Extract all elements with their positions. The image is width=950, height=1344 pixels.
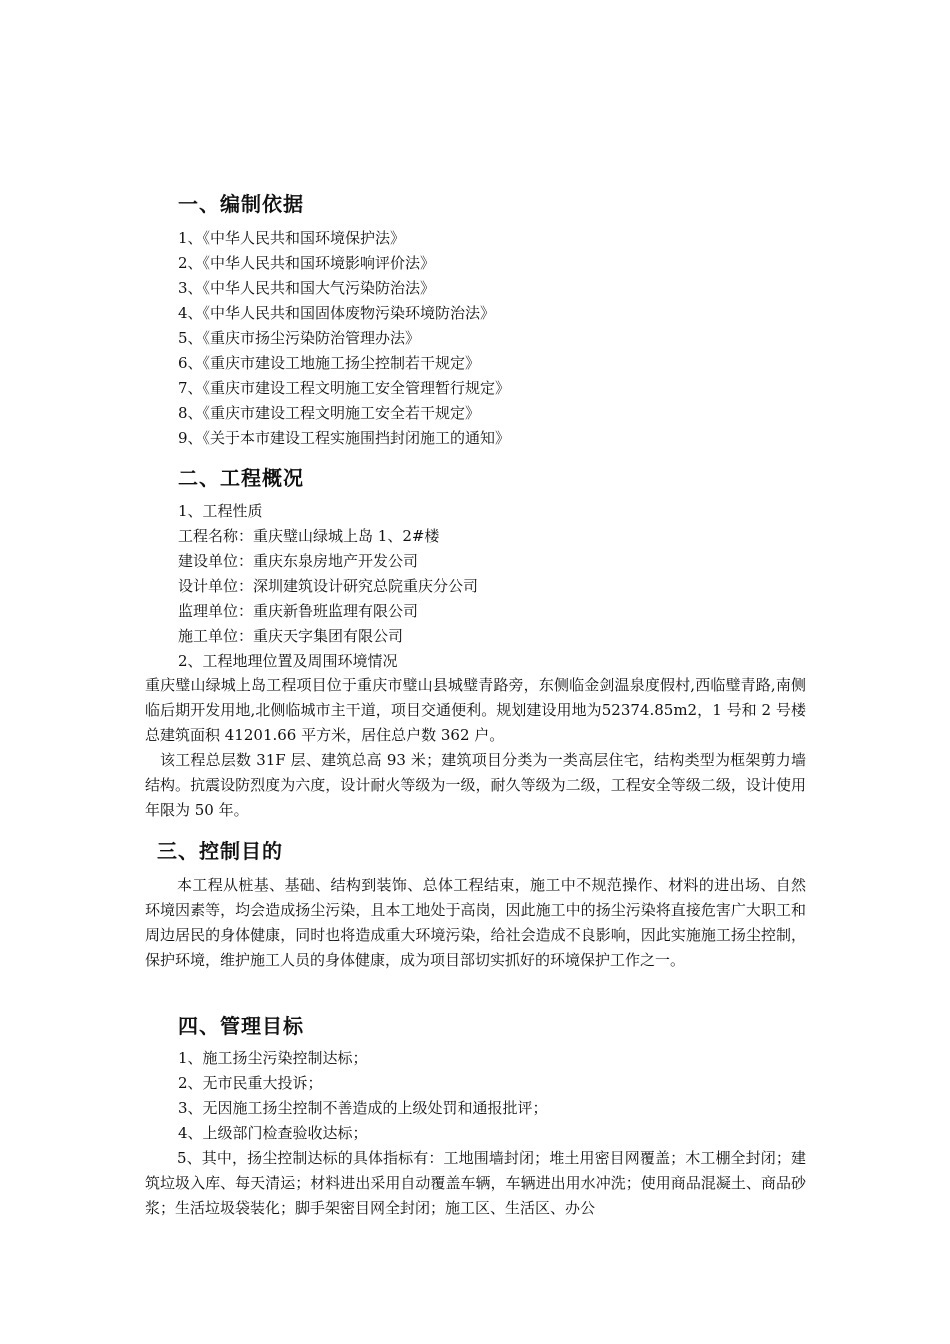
list-item: 2、工程地理位置及周围环境情况 xyxy=(178,652,398,670)
section-heading-basis: 一、编制依据 xyxy=(178,192,304,216)
list-item: 监理单位：重庆新鲁班监理有限公司 xyxy=(178,602,419,620)
indicators-paragraph: 5、其中，扬尘控制达标的具体指标有：工地围墙封闭；堆土用密目网覆盖；木工棚全封闭；建筑垃圾入库、每天清运；材料进出采用自动覆盖车辆，车辆进出用水冲洗；使用商品混凝土、商品砂浆；生活垃圾袋装化；脚手架密目网全封闭；施工区、生活区、办公 xyxy=(145,1149,806,1217)
list-item: 3、《中华人民共和国大气污染防治法》 xyxy=(178,279,436,297)
list-item: 3、无因施工扬尘控制不善造成的上级处罚和通报批评； xyxy=(178,1099,548,1117)
list-item: 工程名称：重庆璧山绿城上岛 1、2#楼 xyxy=(178,527,440,545)
structure-paragraph: 该工程总层数 31F 层、建筑总高 93 米；建筑项目分类为一类高层住宅，结构类型为框架剪力墙结构。抗震设防烈度为六度，设计耐火等级为一级，耐久等级为二级，工程安全等级二级，设计使用年限为 50 年。 xyxy=(145,751,806,819)
purpose-paragraph: 本工程从桩基、基础、结构到装饰、总体工程结束，施工中不规范操作、材料的进出场、自然环境因素等，均会造成扬尘污染，且本工地处于高岗，因此施工中的扬尘污染将直接危害广大职工和周边居民的身体健康，同时也将造成重大环境污染，给社会造成不良影响，因此实施施工扬尘控制，保护环境，维护施工人员的身体健康，成为项目部切实抓好的环境保护工作之一。 xyxy=(145,876,806,969)
goals-list xyxy=(178,1046,548,1146)
overview-list xyxy=(178,499,478,674)
list-item: 7、《重庆市建设工程文明施工安全管理暂行规定》 xyxy=(178,379,511,397)
list-item: 1、施工扬尘污染控制达标； xyxy=(178,1049,368,1067)
list-item: 5、《重庆市扬尘污染防治管理办法》 xyxy=(178,329,421,347)
section-heading-goals: 四、管理目标 xyxy=(178,1014,304,1038)
list-item: 建设单位：重庆东泉房地产开发公司 xyxy=(178,552,419,570)
list-item: 8、《重庆市建设工程文明施工安全若干规定》 xyxy=(178,404,481,422)
section-heading-overview: 二、工程概况 xyxy=(178,466,304,490)
list-item: 设计单位：深圳建筑设计研究总院重庆分公司 xyxy=(178,577,479,595)
list-item: 1、工程性质 xyxy=(178,502,263,520)
section-heading-purpose: 三、控制目的 xyxy=(157,839,283,863)
list-item: 2、《中华人民共和国环境影响评价法》 xyxy=(178,254,436,272)
basis-list xyxy=(178,226,510,451)
list-item: 9、《关于本市建设工程实施围挡封闭施工的通知》 xyxy=(178,429,511,447)
list-item: 2、无市民重大投诉； xyxy=(178,1074,323,1092)
list-item: 4、《中华人民共和国固体废物污染环境防治法》 xyxy=(178,304,496,322)
list-item: 1、《中华人民共和国环境保护法》 xyxy=(178,229,406,247)
location-paragraph: 重庆璧山绿城上岛工程项目位于重庆市璧山县城璧青路旁，东侧临金剑温泉度假村,西临璧青路,南侧临后期开发用地,北侧临城市主干道，项目交通便利。规划建设用地为52374.85m2，1 号和 2 号楼总建筑面积 41201.66 平方米，居住总户数 362 户。 xyxy=(145,676,806,744)
list-item: 4、上级部门检查验收达标； xyxy=(178,1124,368,1142)
list-item: 6、《重庆市建设工地施工扬尘控制若干规定》 xyxy=(178,354,481,372)
list-item: 施工单位：重庆天字集团有限公司 xyxy=(178,627,404,645)
